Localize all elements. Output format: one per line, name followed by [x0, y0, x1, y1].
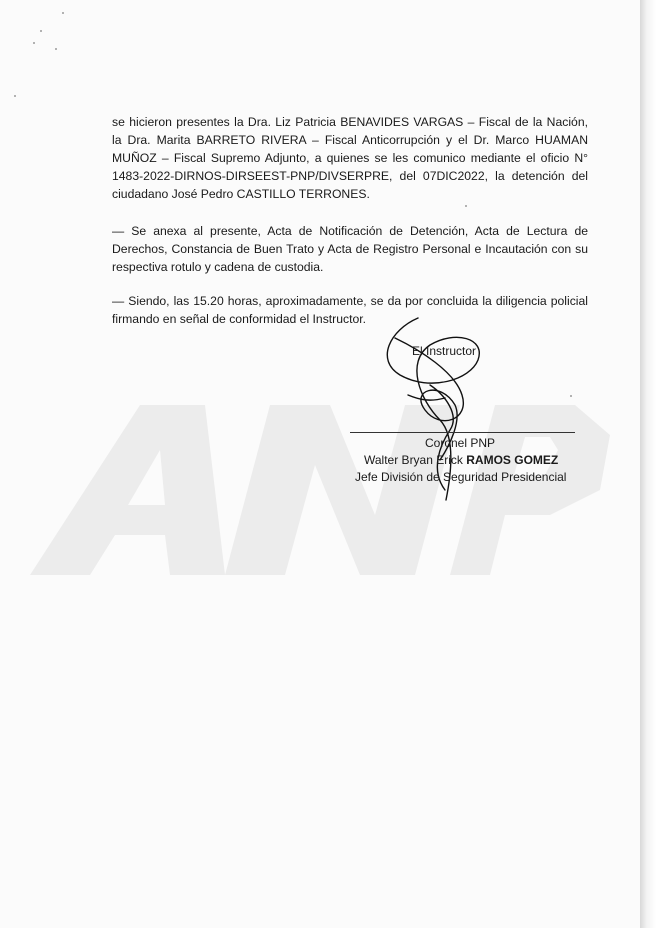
signer-name	[364, 453, 558, 467]
signer-last-name: RAMOS GOMEZ	[466, 453, 559, 467]
signer-first-name: Walter Bryan Erick	[364, 453, 463, 467]
signer-role: Jefe División de Seguridad Presidencial	[355, 470, 567, 484]
paragraph-3: — Siendo, las 15.20 horas, aproximadamente, se da por concluida la diligencia policial firmando en señal de conformidad el Instructor.	[112, 294, 588, 326]
signature-line	[350, 432, 575, 433]
page-edge	[640, 0, 656, 928]
paragraph-1: se hicieron presentes la Dra. Liz Patricia BENAVIDES VARGAS – Fiscal de la Nación, la Dra. Marita BARRETO RIVERA – Fiscal Anticorrupción y el Dr. Marco HUAMAN MUÑOZ – Fiscal Supremo Adjunto, a quienes se les comunico mediante el oficio N° 1483-2022-DIRNOS-DIRSEEST-PNP/DIVSERPRE, del 07DIC2022, la detención del ciudadano José Pedro CASTILLO TERRONES.	[112, 115, 588, 201]
signature-label: El Instructor	[412, 344, 477, 358]
paragraph-2: — Se anexa al presente, Acta de Notificación de Detención, Acta de Lectura de Derechos, Constancia de Buen Trato y Acta de Registro Personal e Incautación con su respectiva rotulo y cadena de custodia.	[112, 224, 588, 274]
signer-rank: Coronel PNP	[425, 436, 496, 450]
